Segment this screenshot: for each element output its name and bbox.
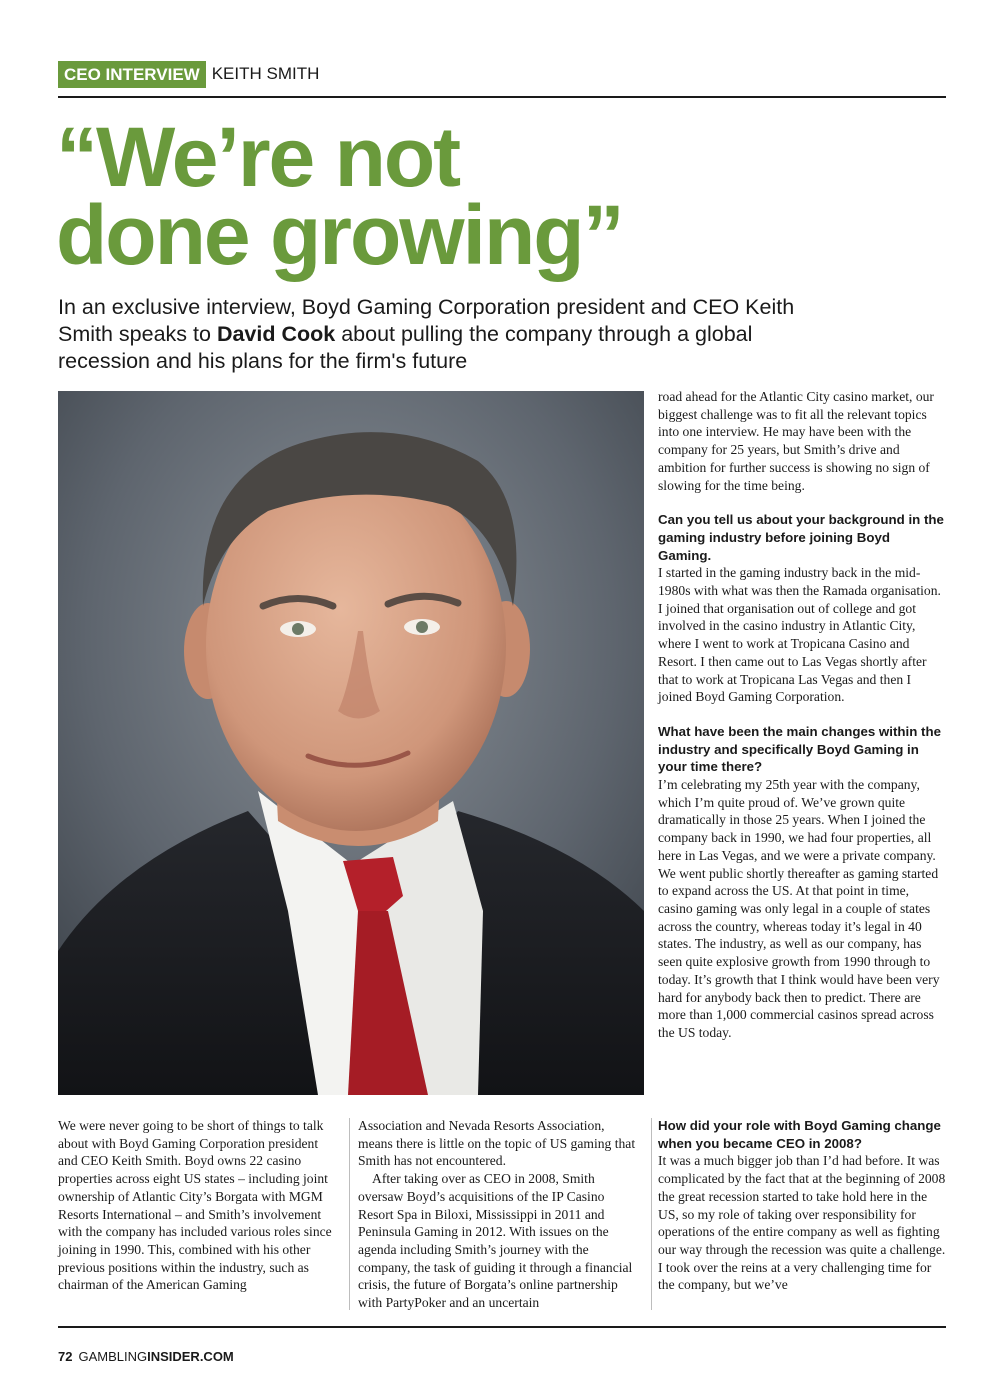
answer-background: I started in the gaming industry back in the mid-1980s with what was then the Ramada organisation. I joined that organisation out of college and got involved in the casino industry in Atlantic City, where I went to work at Tropicana Casino and Resort. I then came out to Las Vegas shortly after that to work at Tropicana Las Vegas and then I joined Boyd Gaming Corporation.	[658, 565, 941, 705]
portrait-photo	[58, 391, 644, 1095]
site-name-bold: INSIDER.COM	[147, 1349, 234, 1364]
standfirst-before: In an exclusive interview, Boyd Gaming Corporation president and CEO Keith Smith speaks to	[58, 295, 795, 346]
standfirst-after: about pulling the company through a global recession and his plans for the firm's future	[58, 322, 753, 373]
intro-column-1	[58, 1117, 340, 1294]
question-changes: What have been the main changes within the industry and specifically Boyd Gaming in your time there?	[658, 723, 941, 775]
section-kicker	[58, 60, 319, 88]
intro-column-2	[358, 1117, 642, 1312]
standfirst	[58, 294, 818, 375]
headline-line-2: done growing”	[56, 188, 623, 282]
interview-subject: KEITH SMITH	[211, 64, 320, 83]
answer-ceo-role: It was a much bigger job than I’d had before. It was complicated by the fact that at the beginning of 2008 the great recession started to take hold here in the US, so my role of taking over responsibility for operations of the entire company as well as fighting our way through the recession was quite a challenge. I took over the reins at a very challenging time for the company, but we’ve	[658, 1153, 946, 1293]
site-name	[78, 1349, 233, 1364]
column-divider	[349, 1118, 350, 1310]
interview-column-3	[658, 1117, 946, 1294]
headline-line-1: “We’re not	[56, 110, 460, 204]
intro-paragraph-2: Association and Nevada Resorts Association, means there is little on the topic of US gaming that Smith has not encountered.	[358, 1118, 636, 1169]
intro-paragraph-1: We were never going to be short of things to talk about with Boyd Gaming Corporation president and CEO Keith Smith. Boyd owns 22 casino properties across eight US states – including joint ownership of Atlantic City’s Borgata with MGM Resorts International – and Smith’s involvement with the company has included various roles since joining in 1990. This, combined with his other previous positions within the industry, such as chairman of the American Gaming	[58, 1118, 332, 1293]
standfirst-author: David Cook	[216, 322, 336, 346]
question-background: Can you tell us about your background in the gaming industry before joining Boyd Gaming.	[658, 512, 944, 563]
page-number: 72	[58, 1349, 73, 1364]
answer-changes: I’m celebrating my 25th year with the company, which I’m quite proud of. We’ve grown quite dramatically in those 25 years. When I joined the company back in 1990, we had four properties, all here in Las Vegas, and we were a private company. We went public shortly thereafter as gaming started to expand across the US. At that point in time, casino gaming was only legal in a couple of states across the country, whereas today it’s legal in 40 states. The industry, as well as our company, has seen quite explosive growth from 1990 through to today. It’s growth that I think would have been very hard for anybody back then to predict. There are more than 1,000 commercial casinos spread across the US today.	[658, 777, 940, 1040]
question-ceo-role: How did your role with Boyd Gaming change when you became CEO in 2008?	[658, 1118, 941, 1151]
bottom-rule	[58, 1326, 946, 1328]
right-column	[658, 388, 946, 1042]
top-rule	[58, 96, 946, 98]
page-footer	[58, 1349, 234, 1364]
intro-paragraph-3: After taking over as CEO in 2008, Smith oversaw Boyd’s acquisitions of the IP Casino Resort Spa in Biloxi, Mississippi in 2011 and Peninsula Gaming in 2012. With issues on the agenda including Smith’s journey with the company, the task of guiding it through a financial crisis, the future of Borgata’s online partnership with PartyPoker and an uncertain	[358, 1171, 633, 1311]
intro-continued: road ahead for the Atlantic City casino market, our biggest challenge was to fit all the relevant topics into one interview. He may have been with the company for 25 years, but Smith’s drive and ambition for further success is showing no sign of slowing for the time being.	[658, 389, 934, 493]
section-label: CEO INTERVIEW	[58, 61, 206, 88]
site-name-prefix: GAMBLING	[78, 1349, 148, 1364]
headline	[56, 110, 956, 282]
column-divider	[651, 1118, 652, 1310]
